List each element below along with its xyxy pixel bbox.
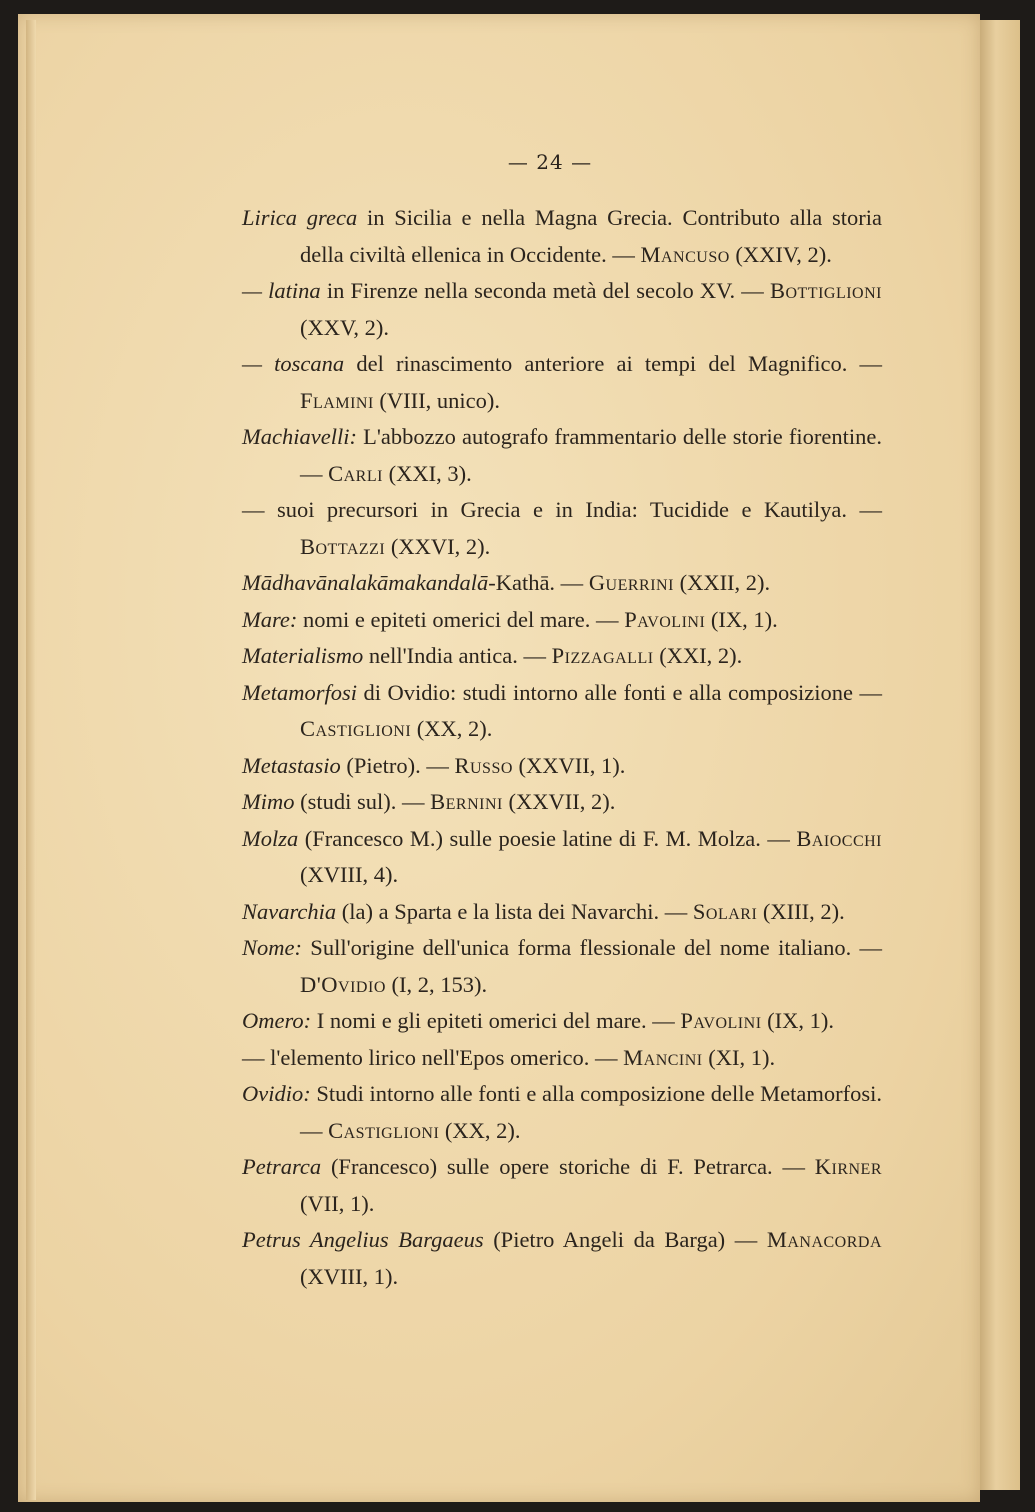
entry-text: (la) a Sparta e la lista dei Navarchi. —: [336, 898, 693, 924]
index-entry: [242, 200, 882, 273]
entry-text: — suoi precursori in Grecia e in India: Tucidide e Kautilya. —: [242, 497, 882, 522]
entry-term: Petrus Angelius Bargaeus: [242, 1227, 484, 1252]
entry-term: Petrarca: [242, 1154, 322, 1179]
index-entry: [242, 273, 882, 346]
index-entry: [242, 492, 882, 565]
index-entry: [242, 565, 882, 602]
entry-term: Navarchia: [242, 898, 337, 924]
entry-author: Carli: [328, 460, 383, 486]
entry-author: Bottazzi: [300, 533, 386, 559]
entry-text: (Francesco M.) sulle poesie latine di F. M. Molza. —: [298, 825, 797, 851]
page-binding-edge: [26, 20, 36, 1500]
index-entry: [242, 1040, 882, 1077]
entry-text: -Kathā. —: [488, 570, 589, 595]
entry-ref: (VII, 1).: [300, 1190, 375, 1216]
index-entry: [242, 419, 882, 492]
entry-text: (studi sul). —: [294, 789, 431, 814]
entry-term: Metamorfosi: [242, 679, 357, 705]
entry-author: Pavolini: [680, 1008, 762, 1033]
page-number: — 24 —: [507, 150, 593, 174]
entry-text: in Firenze nella seconda metà del secolo XV. —: [320, 278, 770, 303]
entry-text: (Pietro Angeli da Barga) —: [483, 1227, 767, 1252]
entry-author: Mancuso: [640, 241, 730, 267]
entry-term: Nome:: [242, 935, 302, 960]
entry-author: Kirner: [814, 1154, 882, 1179]
index-entry: [242, 675, 882, 748]
entry-author: Manacorda: [766, 1227, 883, 1252]
index-entry: [242, 748, 882, 785]
entry-text: del rinascimento anteriore ai tempi del Magnifico. —: [344, 351, 882, 376]
entry-ref: (IX, 1).: [761, 1008, 835, 1033]
entry-ref: (XX, 2).: [411, 716, 493, 741]
index-entry: [242, 638, 882, 675]
entry-text: (Francesco) sulle opere storiche di F. Petrarca. —: [321, 1154, 815, 1179]
entry-author: Pavolini: [624, 606, 706, 632]
index-entry: [242, 602, 882, 639]
entry-author: Flamini: [300, 387, 374, 413]
entry-ref: (XX, 2).: [439, 1117, 521, 1143]
entry-term: Materialismo: [242, 643, 364, 668]
entry-text: nomi e epiteti omerici del mare. —: [297, 606, 625, 632]
entry-text: L'abbozzo autografo frammentario delle storie fiorentine. —: [300, 424, 882, 486]
entry-ref: (I, 2, 153).: [385, 971, 488, 997]
entry-author: Bernini: [430, 789, 503, 814]
entry-author: Pizzagalli: [551, 643, 654, 668]
entry-term: Mimo: [242, 789, 295, 814]
entry-text: (Pietro). —: [340, 752, 455, 778]
entry-term: Machiavelli:: [242, 424, 357, 449]
entry-author: Russo: [454, 752, 513, 778]
index-entry: [242, 1003, 882, 1040]
index-entries: [242, 200, 882, 1295]
entry-author: D'Ovidio: [300, 971, 386, 997]
entry-ref: (XVIII, 1).: [300, 1263, 399, 1289]
entry-ref: (XXV, 2).: [300, 314, 389, 340]
entry-author: Castiglioni: [300, 716, 412, 741]
entry-text: Sull'origine dell'unica forma flessionale del nome italiano. —: [302, 935, 882, 960]
entry-author: Mancini: [623, 1044, 703, 1070]
entry-ref: (XXVI, 2).: [385, 533, 491, 559]
index-entry: [242, 894, 882, 931]
index-entry: [242, 821, 882, 894]
index-entry: [242, 1222, 882, 1295]
next-page-edge: [980, 20, 1020, 1490]
entry-ref: (IX, 1).: [705, 606, 778, 632]
index-entry: [242, 930, 882, 1003]
entry-term: Omero:: [242, 1008, 312, 1033]
index-entry: [242, 346, 882, 419]
entry-author: Castiglioni: [328, 1117, 440, 1143]
entry-ref: (XI, 1).: [702, 1044, 776, 1070]
entry-term: Ovidio:: [242, 1081, 311, 1106]
entry-ref: (XXVII, 1).: [512, 752, 626, 778]
entry-text: in Sicilia e nella Magna Grecia. Contributo alla storia della civiltà ellenica in Occidente. —: [300, 205, 883, 267]
entry-term: Mare:: [242, 606, 298, 632]
entry-ref: (XVIII, 4).: [300, 862, 399, 887]
entry-text: I nomi e gli epiteti omerici del mare. —: [311, 1008, 681, 1033]
entry-ref: (XXVII, 2).: [502, 789, 616, 814]
entry-ref: (XXIV, 2).: [729, 241, 832, 267]
index-entry: [242, 1076, 882, 1149]
entry-ref: (VIII, unico).: [373, 387, 500, 413]
entry-term: Metastasio: [242, 752, 341, 778]
entry-ref: (XIII, 2).: [757, 898, 845, 924]
entry-text: nell'India antica. —: [363, 643, 552, 668]
entry-ref: (XXII, 2).: [673, 570, 771, 595]
entry-term: Molza: [242, 825, 299, 851]
entry-term: — latina: [242, 278, 321, 303]
entry-term: Mādhavānalakāmakandalā: [242, 570, 489, 595]
entry-term: — toscana: [242, 351, 345, 376]
index-entry: [242, 1149, 882, 1222]
entry-author: Baiocchi: [796, 825, 882, 851]
index-entry: [242, 784, 882, 821]
entry-author: Solari: [692, 898, 758, 924]
entry-text: Studi intorno alle fonti e alla composizione delle Metamorfosi. —: [300, 1081, 882, 1143]
entry-author: Guerrini: [588, 570, 674, 595]
entry-text: — l'elemento lirico nell'Epos omerico. —: [242, 1044, 624, 1070]
entry-ref: (XXI, 3).: [382, 460, 472, 486]
entry-ref: (XXI, 2).: [653, 643, 743, 668]
entry-text: di Ovidio: studi intorno alle fonti e alla composizione —: [357, 679, 882, 705]
entry-author: Bottiglioni: [769, 278, 882, 303]
entry-term: Lirica greca: [242, 205, 358, 230]
